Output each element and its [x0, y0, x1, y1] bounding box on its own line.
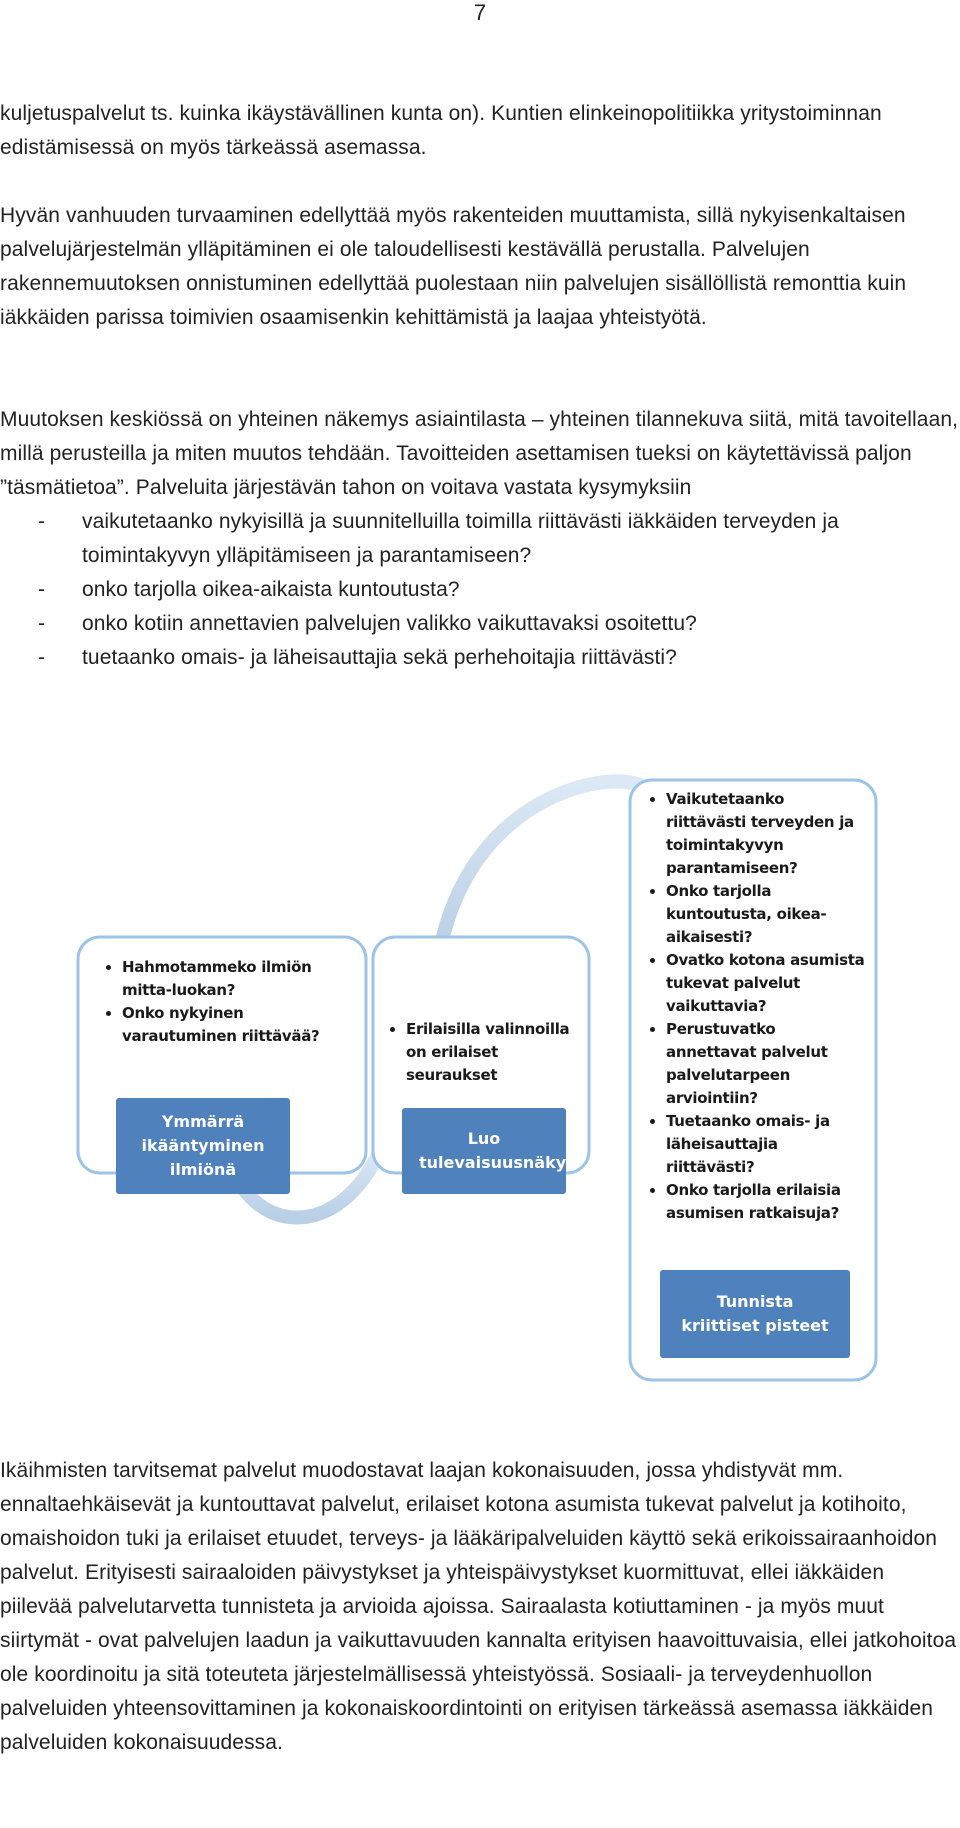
list-item	[0, 607, 960, 641]
question-text: onko tarjolla oikea-aikaista kuntoutusta?	[82, 578, 460, 601]
box3-bullets	[646, 788, 868, 1225]
question-list	[0, 505, 960, 675]
question-text: vaikutetaanko nykyisillä ja suunnitelluilla toimilla riittävästi iäkkäiden terveyden ja toimintakyvyn ylläpitämiseen ja parantamiseen?	[82, 510, 839, 567]
bullet: • Onko tarjolla kuntoutusta, oikea-aikaisesti?	[666, 880, 868, 949]
bullet: • Onko tarjolla erilaisia asumisen ratkaisuja?	[666, 1179, 868, 1225]
bullet: • Tuetaanko omais- ja läheisauttajia riittävästi?	[666, 1110, 868, 1179]
question-text: onko kotiin annettavien palvelujen valikko vaikuttavaksi osoitettu?	[82, 612, 697, 635]
box-understand-aging	[116, 1098, 290, 1194]
box-identify-critical-points	[660, 1270, 850, 1358]
paragraph-services: Ikäihmisten tarvitsemat palvelut muodostavat laajan kokonaisuuden, jossa yhdistyvät mm. ennaltaehkäisevät ja kuntouttavat palvelut, erilaiset kotona asumista tukevat palvelut ja kotihoito, omaishoidon tuki ja erilaiset etuudet, terveys- ja lääkäripalveluiden käyttö sekä erikoissairaanhoidon palvelut. Erityisesti sairaaloiden päivystykset ja yhteispäivystykset kuormittuvat, ellei iäkkäiden piilevää palvelutarvetta tunnisteta ja arvioida ajoissa. Sairaalasta kotiuttaminen - ja myös muut siirtymät - ovat palvelujen laadun ja vaikuttavuuden kannalta erityisen haavoittuvaisia, ellei jatkohoitoa ole koordinoitu ja sitä toteuteta järjestelmällisessä yhteistyössä. Sosiaali- ja terveydenhuollon palveluiden yhteensovittaminen ja kokonaiskoordintointi on erityisen tärkeässä asemassa iäkkäiden palveluiden kokonaisuudessa.	[0, 1459, 957, 1754]
dash: -	[38, 578, 46, 601]
list-item	[0, 641, 960, 675]
box-label: Luo tulevaisuusnäky	[419, 1129, 567, 1172]
question-text: tuetaanko omais- ja läheisauttajia sekä perhehoitajia riittävästi?	[82, 646, 677, 669]
paragraph-questions	[0, 403, 960, 675]
box-label: Ymmärrä ikääntyminen ilmiönä	[141, 1112, 265, 1179]
box-create-vision	[402, 1108, 566, 1194]
box1-bullets	[102, 956, 334, 1048]
bullet: • Onko nykyinen varautuminen riittävää?	[122, 1002, 334, 1048]
bullet: • Hahmotammeko ilmiön mitta-luokan?	[122, 956, 334, 1002]
box-label: Tunnista kriittiset pisteet	[681, 1292, 829, 1335]
list-item	[0, 573, 960, 607]
dash: -	[38, 612, 46, 635]
list-item	[0, 505, 960, 573]
dash: -	[38, 510, 46, 533]
arc-top-connector	[440, 782, 640, 950]
bullet: • Erilaisilla valinnoilla on erilaiset seuraukset	[406, 1018, 586, 1087]
dash: -	[38, 646, 46, 669]
box2-bullets	[386, 1018, 586, 1087]
paragraph-structural-change: Hyvän vanhuuden turvaaminen edellyttää myös rakenteiden muuttamista, sillä nykyisenkaltaisen palvelujärjestelmän ylläpitäminen ei ole taloudellisesti kestävällä perustalla. Palvelujen rakennemuutoksen onnistuminen edellyttää puolestaan niin palvelujen sisällöllistä remonttia kuin iäkkäiden parissa toimivien osaamisenkin kehittämistä ja laajaa yhteistyötä.	[0, 204, 907, 329]
process-diagram	[0, 760, 960, 1400]
bullet: • Perustuvatko annettavat palvelut palvelutarpeen arviointiin?	[666, 1018, 868, 1110]
page-number: 7	[473, 0, 487, 25]
questions-intro: Muutoksen keskiössä on yhteinen näkemys asiaintilasta – yhteinen tilannekuva siitä, mitä tavoitellaan, millä perusteilla ja miten muutos tehdään. Tavoitteiden asettamisen tueksi on käytettävissä paljon ”täsmätietoa”. Palveluita järjestävän tahon on voitava vastata kysymyksiin	[0, 408, 959, 499]
bullet: • Ovatko kotona asumista tukevat palvelut vaikuttavia?	[666, 949, 868, 1018]
paragraph-intro: kuljetuspalvelut ts. kuinka ikäystävällinen kunta on). Kuntien elinkeinopolitiikka yritystoiminnan edistämisessä on myös tärkeässä asemassa.	[0, 102, 882, 159]
bullet: • Vaikutetaanko riittävästi terveyden ja toimintakyvyn parantamiseen?	[666, 788, 868, 880]
